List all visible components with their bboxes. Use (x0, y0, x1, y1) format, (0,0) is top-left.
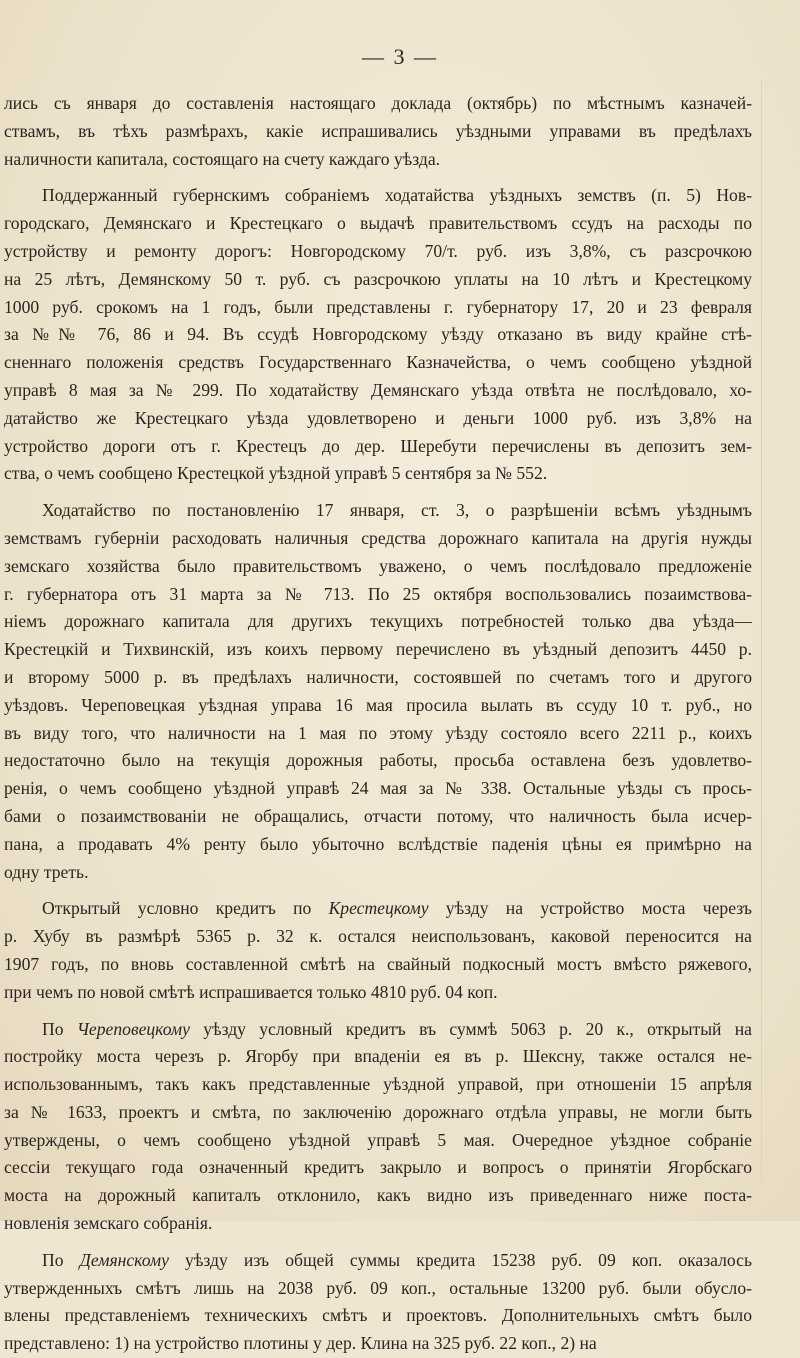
body-text (4, 90, 752, 1358)
text-line: новленія земскаго собранія. (4, 1213, 213, 1234)
text-line: ренія, о чемъ сообщено уѣздной управѣ 24 мая за № 338. Остальные уѣзды съ прось- (4, 778, 752, 799)
text-line: устройству и ремонту дорогъ: Новгородскому 70/т. руб. изъ 3,8%, съ разсрочкою (4, 240, 752, 261)
text-line: Ходатайство по постановленію 17 января, ст. 3, о разрѣшеніи всѣмъ уѣзднымъ (42, 500, 752, 521)
text-line: Открытый условно кредитъ по Крестецкому уѣзду на устройство моста черезъ (42, 898, 752, 919)
text-line: бами о позаимствованіи не обращались, отчасти потому, что наличность была исчер- (4, 805, 752, 826)
text-line: По Череповецкому уѣзду условный кредитъ въ суммѣ 5063 р. 20 к., открытый на (42, 1018, 752, 1039)
page-number: — 3 — (362, 44, 438, 69)
text-line: одну треть. (4, 861, 89, 882)
text-line: устройство дороги отъ г. Крестецъ до дер. Шеребути перечислены въ депозитъ зем- (4, 435, 752, 456)
text-line: представлено: 1) на устройство плотины у дер. Клина на 325 руб. 22 коп., 2) на (4, 1333, 597, 1354)
text-line: использованнымъ, такъ какъ представленные уѣздной управой, при отношеніи 15 апрѣля (4, 1074, 752, 1095)
text-line: на 25 лѣтъ, Демянскому 50 т. руб. съ разсрочкою уплаты на 10 лѣтъ и Крестецкому (4, 268, 752, 289)
district-name-emphasis: Демянскому (79, 1249, 169, 1270)
text-line: уѣздовъ. Череповецкая уѣздная управа 16 мая просила вылать въ ссуду 10 т. руб., но (4, 694, 752, 715)
text-line: ніемъ дорожнаго капитала для другихъ текущихъ потребностей только два уѣзда— (4, 611, 752, 632)
text-line: при чемъ по новой смѣтѣ испрашивается только 4810 руб. 04 коп. (4, 981, 498, 1002)
text-line: постройку моста черезъ р. Ягорбу при впаденіи ея въ р. Шексну, также остался не- (4, 1046, 752, 1067)
page-edge-shadow (761, 80, 762, 1180)
text-line: 1907 годъ, по вновь составленной смѣтѣ на свайный подкосный мостъ вмѣсто ряжевого, (4, 953, 752, 974)
text-line: утверждены, о чемъ сообщено уѣздной управѣ 5 мая. Очередное уѣздное собраніе (4, 1129, 752, 1150)
paragraph-gap (4, 488, 752, 497)
text-line: моста на дорожный капиталъ отклонило, какъ видно изъ приведеннаго ниже поста- (4, 1185, 752, 1206)
text-line: Поддержанный губернскимъ собраніемъ ходатайства уѣздныхъ земствъ (п. 5) Нов- (42, 185, 752, 206)
text-line: за №№ 76, 86 и 94. Въ ссудѣ Новгородскому уѣзду отказано въ виду крайне стѣ- (4, 324, 752, 345)
text-line: наличности капитала, состоящаго на счету каждаго уѣзда. (4, 148, 441, 169)
paragraph (4, 1247, 752, 1358)
text-line: г. губернатора отъ 31 марта за № 713. По 25 октября воспользовались позаимствова- (4, 583, 752, 604)
text-line: ствамъ, въ тѣхъ размѣрахъ, какіе испрашивались уѣздными управами въ предѣлахъ (4, 120, 752, 141)
text-line: влены представленіемъ техническихъ смѣтъ и проектовъ. Дополнительныхъ смѣтъ было (4, 1305, 752, 1326)
paragraph-gap (4, 173, 752, 182)
text-line: датайство же Крестецкаго уѣзда удовлетворено и деньги 1000 руб. изъ 3,8% на (4, 407, 752, 428)
paragraph (4, 90, 752, 173)
text-line: и второму 5000 р. въ предѣлахъ наличности, состоявшей по счетамъ того и другого (4, 666, 752, 687)
text-line: недостаточно было на текущія дорожныя работы, просьба оставлена безъ удовлетво- (4, 750, 752, 771)
paragraph (4, 182, 752, 488)
text-line: земскаго хозяйства было правительствомъ уважено, о чемъ послѣдовало предложеніе (4, 555, 752, 576)
text-line: управѣ 8 мая за № 299. По ходатайству Демянскаго уѣзда отвѣта не послѣдовало, хо- (4, 379, 752, 400)
paragraph (4, 1016, 752, 1238)
district-name-emphasis: Крестецкому (328, 898, 429, 919)
paragraph-gap (4, 886, 752, 895)
text-line: пана, а продавать 4% ренту было убыточно вслѣдствіе паденія цѣны ея примѣрно на (4, 833, 752, 854)
text-line: Крестецкій и Тихвинскій, изъ коихъ первому перечислено въ уѣздный депозитъ 4450 р. (4, 639, 752, 660)
text-line: въ виду того, что наличности на 1 мая по этому уѣзду состояло всего 2211 р., коихъ (4, 722, 752, 743)
paragraph-gap (4, 1007, 752, 1016)
text-line: за № 1633, проектъ и смѣта, по заключенію дорожнаго отдѣла управы, не могли быть (4, 1101, 752, 1122)
text-line: городскаго, Демянскаго и Крестецкаго о выдачѣ правительствомъ ссудъ на расходы по (4, 213, 752, 234)
text-line: ства, о чемъ сообщено Крестецкой уѣздной управѣ 5 сентября за № 552. (4, 463, 548, 484)
text-line: лись съ января до составленія настоящаго доклада (октябрь) по мѣстнымъ казначей- (4, 93, 752, 113)
paragraph (4, 497, 752, 886)
paragraph (4, 895, 752, 1006)
text-line: сненнаго положенія средствъ Государственнаго Казначейства, о чемъ сообщено уѣздной (4, 352, 752, 373)
text-line: р. Хубу въ размѣрѣ 5365 р. 32 к. остался неиспользованъ, каковой переносится на (4, 926, 752, 947)
text-line: 1000 руб. срокомъ на 1 годъ, были представлены г. губернатору 17, 20 и 23 февраля (4, 296, 752, 317)
district-name-emphasis: Череповецкому (76, 1018, 190, 1039)
text-line: По Демянскому уѣзду изъ общей суммы кредита 15238 руб. 09 коп. оказалось (42, 1249, 752, 1270)
text-line: сессіи текущаго года означенный кредитъ закрыло и вопросъ о принятіи Ягорбскаго (4, 1157, 752, 1178)
text-line: утвержденныхъ смѣтъ лишь на 2038 руб. 09 коп., остальные 13200 руб. были обусло- (4, 1277, 752, 1298)
text-line: земствамъ губерніи расходовать наличныя средства дорожнаго капитала на другія нужды (4, 527, 752, 548)
paragraph-gap (4, 1238, 752, 1247)
